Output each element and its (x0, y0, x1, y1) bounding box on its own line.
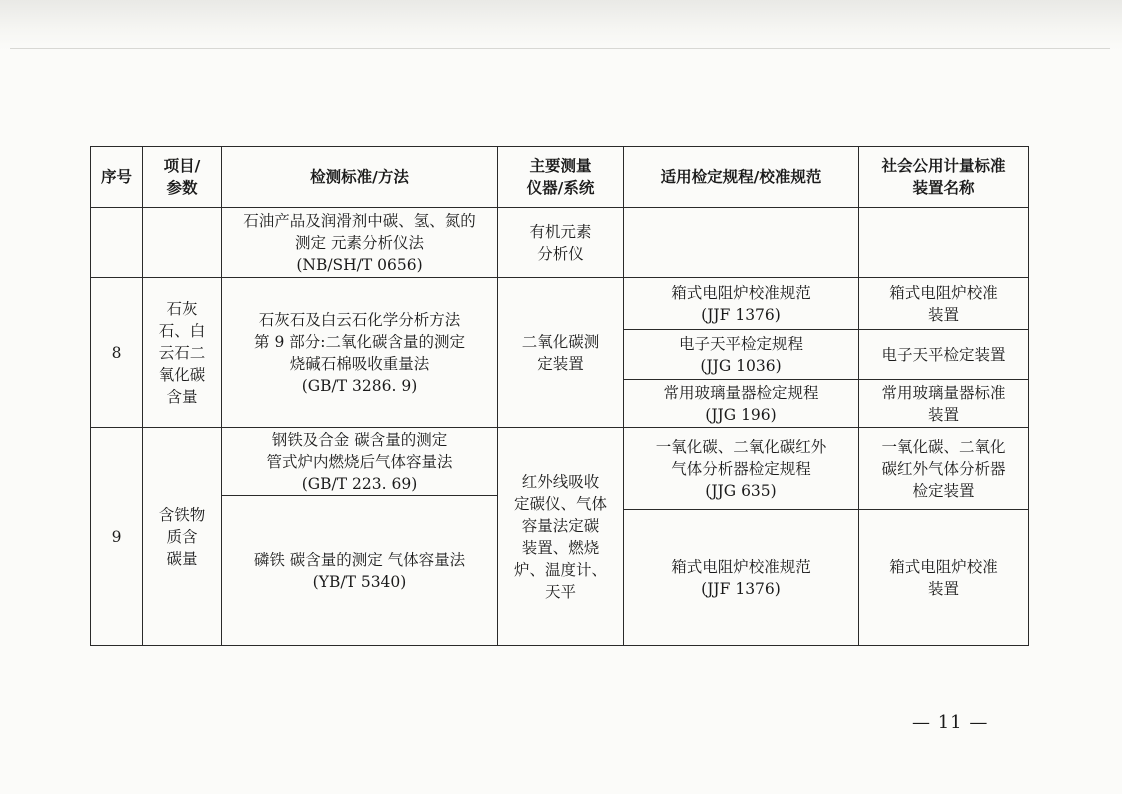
cell-instrument: 红外线吸收 定碳仪、气体 容量法定碳 装置、燃烧 炉、温度计、 天平 (498, 428, 624, 646)
page-number: — 11 — (912, 712, 989, 733)
cell-device: 一氧化碳、二氧化 碳红外气体分析器 检定装置 (859, 428, 1029, 510)
cell-regulation: 一氧化碳、二氧化碳红外 气体分析器检定规程 (JJG 635) (624, 428, 859, 510)
measurement-standards-table (90, 146, 1029, 646)
header-main-instruments: 主要测量 仪器/系统 (498, 147, 624, 208)
cell-regulation: 箱式电阻炉校准规范 (JJF 1376) (624, 510, 859, 646)
table-row (91, 208, 1029, 278)
cell-device-empty (859, 208, 1029, 278)
cell-method: 石灰石及白云石化学分析方法 第 9 部分:二氧化碳含量的测定 烧碱石棉吸收重量法 (GB/T 3286. 9) (222, 278, 498, 428)
cell-regulation: 常用玻璃量器检定规程 (JJG 196) (624, 380, 859, 428)
scan-top-shadow (0, 0, 1122, 50)
header-test-standard-method: 检测标准/方法 (222, 147, 498, 208)
cell-instrument: 二氧化碳测 定装置 (498, 278, 624, 428)
cell-instrument: 有机元素 分析仪 (498, 208, 624, 278)
cell-item: 石灰 石、白 云石二 氧化碳 含量 (143, 278, 222, 428)
table-row (91, 278, 1029, 330)
cell-serial-empty (91, 208, 143, 278)
cell-method: 磷铁 碳含量的测定 气体容量法 (YB/T 5340) (222, 496, 498, 646)
table-header-row (91, 147, 1029, 208)
cell-device: 箱式电阻炉校准 装置 (859, 278, 1029, 330)
header-public-standard-device: 社会公用计量标准 装置名称 (859, 147, 1029, 208)
scan-edge-line (10, 48, 1110, 49)
header-item-parameter: 项目/ 参数 (143, 147, 222, 208)
cell-item: 含铁物 质含 碳量 (143, 428, 222, 646)
header-verification-regulation: 适用检定规程/校准规范 (624, 147, 859, 208)
cell-item-empty (143, 208, 222, 278)
cell-device: 箱式电阻炉校准 装置 (859, 510, 1029, 646)
header-serial-no: 序号 (91, 147, 143, 208)
table-row (91, 428, 1029, 468)
cell-regulation-empty (624, 208, 859, 278)
cell-device: 电子天平检定装置 (859, 330, 1029, 380)
cell-serial-no: 8 (91, 278, 143, 428)
cell-device: 常用玻璃量器标准 装置 (859, 380, 1029, 428)
cell-regulation: 电子天平检定规程 (JJG 1036) (624, 330, 859, 380)
cell-method: 钢铁及合金 碳含量的测定 管式炉内燃烧后气体容量法 (GB/T 223. 69) (222, 428, 498, 496)
cell-serial-no: 9 (91, 428, 143, 646)
cell-method: 石油产品及润滑剂中碳、氢、氮的 测定 元素分析仪法 (NB/SH/T 0656) (222, 208, 498, 278)
cell-regulation: 箱式电阻炉校准规范 (JJF 1376) (624, 278, 859, 330)
